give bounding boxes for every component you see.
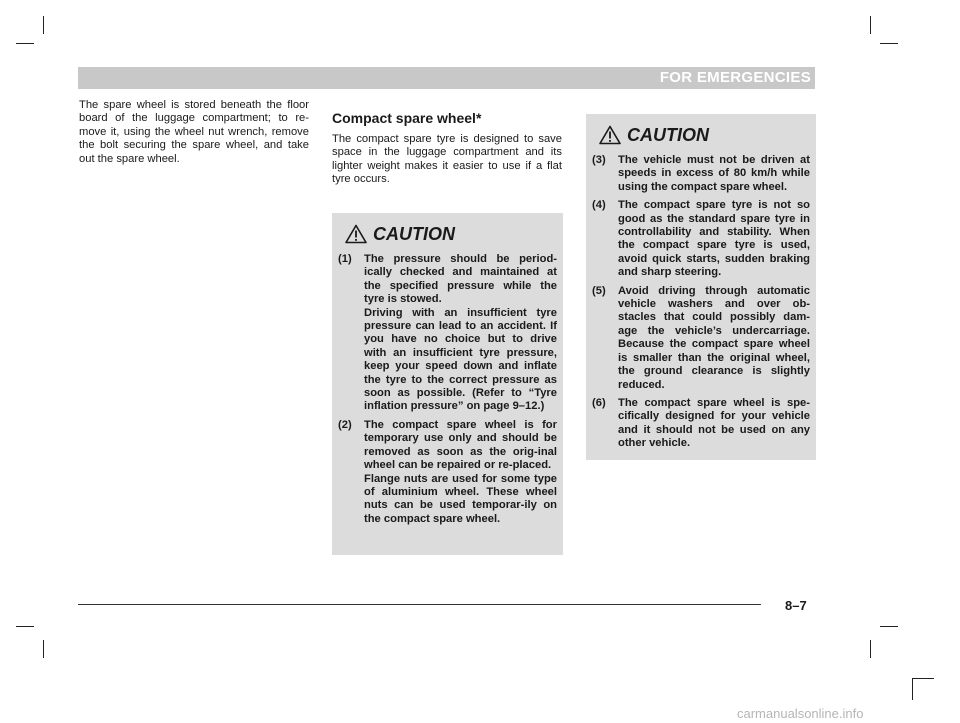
crop-mark — [880, 43, 898, 44]
item-number: (1) — [338, 253, 352, 265]
crop-mark — [43, 16, 44, 34]
page-title: FOR EMERGENCIES — [659, 69, 811, 86]
intro-column — [79, 99, 309, 166]
item-number: (6) — [592, 396, 606, 409]
item-number: (2) — [338, 418, 352, 431]
item-text: The pressure should be period-ically checked and maintained at the specified pressure while the tyre is stowed. — [364, 253, 557, 306]
compact-section — [332, 110, 562, 187]
crop-mark — [870, 16, 871, 34]
list-item — [592, 199, 810, 279]
watermark: carmanualsonline.info — [737, 706, 864, 721]
section-text: The compact spare tyre is designed to save space in the luggage compartment and its lighter weight makes it easier to use if a flat tyre occurs. — [332, 133, 562, 186]
item-text: Driving with an insufficient tyre pressure can lead to an accident. If you have no choice but to drive with an insufficient tyre pressure, keep your speed down and inflate the tyre to the correct pressure as soon as possible. (Refer to “Tyre inflation pressure” on page 9–12.) — [364, 306, 557, 413]
item-text: The compact spare wheel is spe-cifically designed for your vehicle and it should not be used on any other vehicle. — [618, 396, 810, 450]
caution-heading — [345, 223, 557, 245]
header-bar — [78, 67, 815, 89]
item-text: Flange nuts are used for some type of aluminium wheel. These wheel nuts can be used temporar-ily on the compact spare wheel. — [364, 472, 557, 525]
crop-mark — [43, 640, 44, 658]
caution-box-2 — [586, 114, 816, 460]
list-item — [338, 419, 557, 526]
caution-box-1 — [332, 213, 563, 555]
list-item — [592, 285, 810, 392]
footer-rule — [78, 604, 761, 605]
warning-triangle-icon — [345, 224, 367, 244]
intro-text: The spare wheel is stored beneath the floor board of the luggage compartment; to re-move it, using the wheel nut wrench, remove the bolt securing the spare wheel, and take out the spare wheel. — [79, 99, 309, 165]
caution-list — [592, 154, 810, 451]
page-number: 8–7 — [785, 598, 807, 613]
crop-mark — [880, 626, 898, 627]
crop-mark — [16, 626, 34, 627]
crop-mark — [912, 678, 934, 679]
list-item — [592, 397, 810, 451]
list-item — [338, 253, 557, 414]
item-number: (3) — [592, 154, 606, 166]
list-item — [592, 154, 810, 194]
warning-triangle-icon — [599, 125, 621, 145]
caution-title: CAUTION — [627, 125, 709, 145]
section-heading: Compact spare wheel* — [332, 110, 482, 126]
caution-list — [338, 253, 557, 526]
crop-mark — [16, 43, 34, 44]
crop-mark — [912, 678, 913, 700]
caution-heading — [599, 124, 810, 146]
item-number: (4) — [592, 199, 606, 212]
item-text: The compact spare wheel is for temporary use only and should be removed as soon as the orig-inal wheel can be repaired or re-placed. — [364, 418, 557, 472]
item-text: The compact spare tyre is not so good as the standard spare tyre in controllability and stability. When the compact spare tyre is used, avoid quick starts, sudden braking and sharp steering. — [618, 199, 810, 279]
item-text: Avoid driving through automatic vehicle washers and over ob-stacles that could possibly dam-age the vehicle’s undercarriage. Because the compact spare wheel is smaller than the original wheel, the ground clearance is slightly reduced. — [618, 284, 810, 391]
item-number: (5) — [592, 284, 606, 297]
item-text: The vehicle must not be driven at speeds in excess of 80 km/h while using the compact spare wheel. — [618, 154, 810, 193]
caution-title: CAUTION — [373, 224, 455, 244]
crop-mark — [870, 640, 871, 658]
